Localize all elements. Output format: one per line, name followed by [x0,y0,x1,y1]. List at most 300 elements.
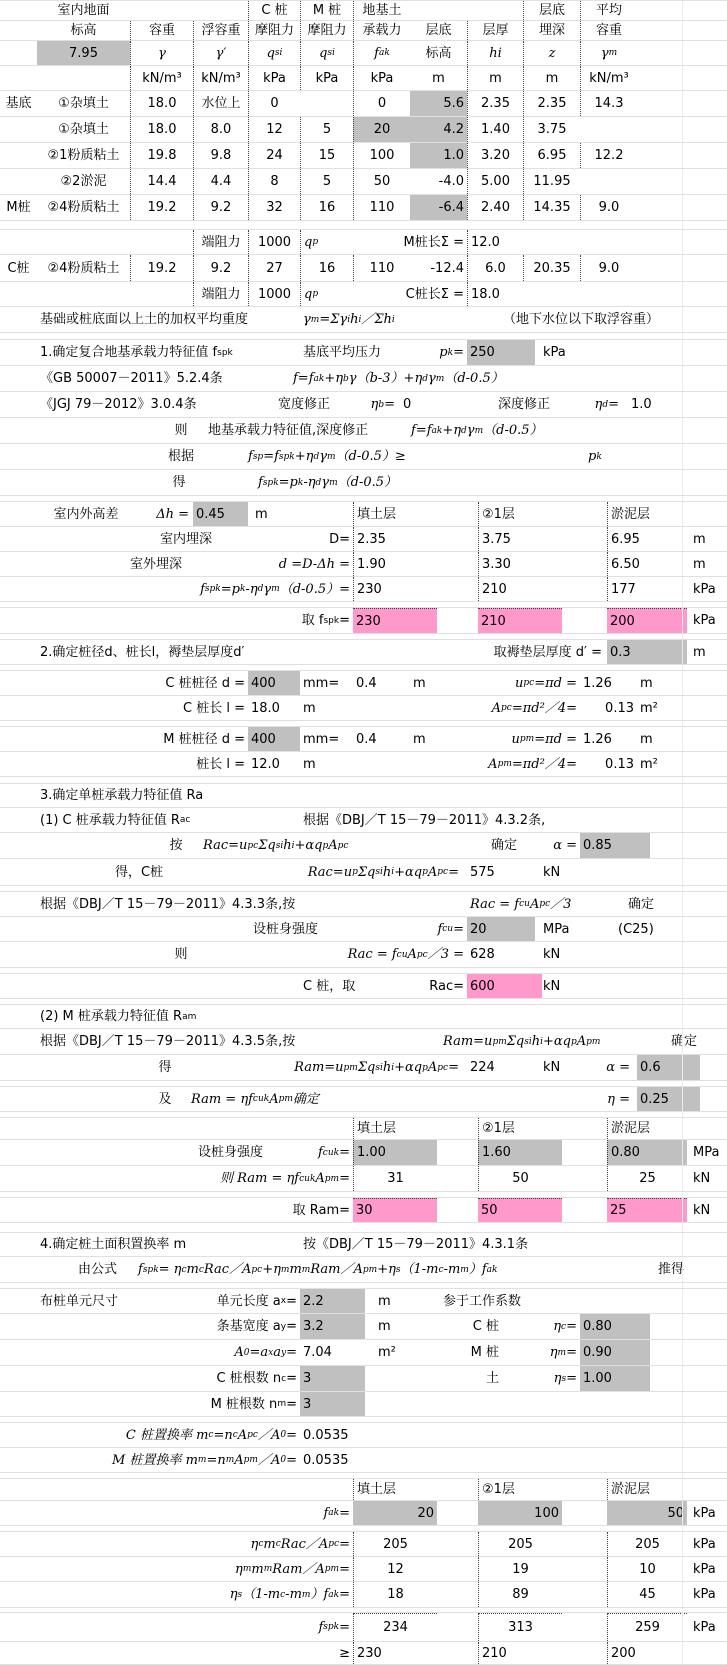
c-pile-tip-row-cell-3: C桩长Σ = [405,286,464,302]
eta-s-input[interactable]: 1.00 [580,1366,650,1391]
layer-header-row-1-cell-1: ②1层 [478,1118,607,1139]
fspk-adopted-2[interactable]: 210 [478,608,562,633]
table-header-1-cell-4: 层底 [523,1,580,20]
eta-m-input[interactable]: 0.90 [580,1340,650,1365]
c-pile-diameter-input[interactable]: 400 [248,671,300,695]
m-pile-tip-row-cell-2: q p [300,230,353,254]
m-pile-diameter-row-cell-2: mm= [303,731,340,747]
c-pile-count-row-cell-0: C 桩根数 n c = [216,1371,297,1386]
eta-input[interactable]: 0.25 [637,1087,700,1111]
section1-title-row [0,340,727,366]
c-pile-count-row-cell-2: 土 [485,1371,499,1386]
height-diff-row-cell-5: ②1层 [478,502,607,526]
rac-strength-result-row-cell-0: 则 [174,947,188,962]
ram-title-row [0,1005,727,1029]
mc-ratio-row-cell-0: C 桩置换率 m c =n c A pc ／A 0 = [125,1427,297,1443]
ram-strength-result-row-cell-1: 31 [353,1166,437,1191]
soil-row-4-cell-2: 4.4 [193,169,248,194]
table-header-symbols-cell-8: z [523,41,580,65]
fcuk-row-cell-5: MPa [693,1145,720,1160]
table-header-symbols-cell-2: γ′ [193,41,248,65]
fspk-total-row-cell-3: 259 [607,1613,687,1641]
gamma-m-note-row [0,307,727,333]
outdoor-depth-row-cell-0: 室外埋深 [129,556,182,572]
fsp-condition-row [0,444,727,470]
soil-row-1 [0,91,727,117]
c-pile-length-row-cell-0: C 桩长 l = [183,700,245,716]
table-header-symbols-cell-4: q si [300,41,353,65]
ram-eta-formula-row-cell-0: 及 [158,1091,172,1107]
layer-header-row-1 [0,1118,727,1140]
c-pile-soil-row-cell-0: C桩 [7,260,30,276]
m-pile-length-row-cell-4: 0.13 [605,756,634,772]
fsp-condition-row-cell-1: f sp =f spk +η d γ m （d-0.5）≥ [248,449,406,464]
table-header-units-cell-6: m [467,66,523,90]
m-pile-diameter-row-cell-7: m [640,731,653,747]
ram-strength-result-row-cell-0: 则 Ram = ηf cuk A pm = [220,1171,350,1186]
table-header-symbols-cell-3: q si [248,41,300,65]
fcu-row [0,917,727,942]
m-pile-count-row-cell-0: M 桩根数 n m = [210,1396,297,1412]
soil-row-5-cell-3: 9.2 [193,195,248,220]
gb-code-row [0,366,727,392]
soil-row-5-cell-7[interactable]: -6.4 [410,195,467,220]
c-pile-diameter-row-cell-4: m [413,675,426,691]
unit-width-row [0,1314,727,1340]
ground-elevation-input[interactable]: 7.95 [37,41,130,65]
replacement-formula-row-cell-0: 由公式 [78,1262,118,1277]
m-pile-length-row-cell-0: 桩长 l = [196,756,245,772]
soil-row-5-cell-10: 9.0 [580,195,637,220]
term1-row-cell-0: η c m c Rac／A pc = [250,1536,350,1552]
fcuk-row-cell-0: 设桩身强度 [198,1145,264,1160]
fcu-row-cell-1: f cu = [437,921,464,937]
unit-length-row-cell-4: 参于工作系数 [443,1293,522,1309]
soil-row-2-cell-2: 8.0 [193,117,248,142]
fspk-calc-row-cell-2: 210 [478,577,562,601]
ram-eta-formula-row-cell-2: η = [607,1091,630,1107]
soil-row-1-cell-3: 水位上 [193,91,248,116]
soil-row-4-cell-0: ②2淤泥 [60,174,107,189]
c-pile-soil-row-cell-8: 6.0 [467,255,523,281]
soil-row-2-cell-4: 5 [300,117,353,142]
soil-row-3-cell-9: 12.2 [580,143,637,168]
jgj-code-row-cell-0: 《JGJ 79－2012》3.0.4条 [40,397,197,412]
term3-row-cell-4: kPa [693,1587,716,1602]
soil-row-2-cell-0: ①杂填土 [58,122,109,137]
ram-adopted-row-cell-0: 取 Ram= [292,1202,350,1218]
table-header-units-cell-4: kPa [353,66,410,90]
section1-title-row-cell-2: p k = [439,345,464,360]
ram-adopted-row [0,1198,727,1223]
c-pile-soil-row-cell-1: ②4粉质粘土 [47,260,120,276]
rac-title-row [0,808,727,833]
soil-row-3-cell-3: 24 [248,143,300,168]
soil-row-1-cell-0: 基底 [5,96,32,111]
c-pile-tip-row-cell-4: 18.0 [467,282,523,306]
soil-row-3-cell-1: 19.8 [130,143,193,168]
unit-area-row-cell-3: M 桩 [470,1345,499,1360]
fspk-adopted-1[interactable]: 230 [353,608,437,633]
fcuk-input-2[interactable]: 1.60 [478,1140,562,1165]
soil-row-3-cell-8: 6.95 [523,143,580,168]
table-header-symbols-cell-7: hi [467,41,523,65]
soil-row-2-cell-7: 1.40 [467,117,523,142]
section4-title-row-cell-1: 按《DBJ／T 15－79－2011》4.3.1条 [303,1237,529,1252]
soil-row-5-cell-9: 14.35 [523,195,580,220]
term1-row-cell-1: 205 [353,1532,437,1556]
mm-ratio-row-cell-0: M 桩置换率 m m =n m A pm ／A 0 = [112,1452,297,1468]
height-diff-row-cell-3: m [255,506,268,522]
soil-row-3-cell-7: 3.20 [467,143,523,168]
jgj-code-row-cell-3: 0 [403,397,412,412]
rac-strength-code-row-cell-2: 确定 [628,896,655,912]
rac-adopted-row [0,974,727,999]
section1-title-row-cell-4: kPa [543,345,566,360]
fspk-check-row-cell-2: 210 [478,1642,562,1664]
outdoor-depth-row-cell-3: 3.30 [478,552,562,576]
ram-code-row-cell-2: 确定 [671,1034,698,1049]
jgj-code-row [0,392,727,418]
term2-row-cell-2: 19 [478,1557,562,1581]
soil-row-3 [0,143,727,169]
fcuk-input-3[interactable]: 0.80 [607,1140,687,1165]
table-header-2-cell-4: 摩阻力 [300,21,353,40]
table-header-symbols-cell-9: γ m [580,41,637,65]
mc-ratio-row-cell-1: 0.0535 [303,1427,349,1443]
soil-row-5-cell-0: M桩 [6,200,31,215]
mm-ratio-row-cell-1: 0.0535 [303,1452,349,1468]
indoor-depth-row [0,527,727,552]
nc-input[interactable]: 3 [300,1366,365,1391]
soil-row-1-cell-6[interactable]: 5.6 [410,91,467,116]
spacer [0,777,727,784]
m-pile-length-row-cell-2: m [303,756,316,772]
fspk-calc-row-cell-3: 177 [607,577,687,601]
ax-input[interactable]: 2.2 [300,1289,365,1313]
indoor-depth-row-cell-1: D= [329,531,350,547]
ram-result-row-cell-2: 224 [470,1060,495,1075]
table-header-2 [0,21,727,41]
term2-row-cell-0: η m m m Ram／A pm = [235,1561,350,1577]
soil-row-2-cell-6[interactable]: 4.2 [410,117,467,142]
height-diff-row-cell-6: 淤泥层 [607,502,690,526]
c-pile-diameter-row-cell-0: C 桩桩径 d = [165,675,245,691]
table-header-2-cell-7: 层厚 [467,21,523,40]
term1-row-cell-4: kPa [693,1536,716,1552]
indoor-depth-row-cell-5: m [693,531,706,547]
term3-row-cell-1: 18 [353,1582,437,1607]
c-pile-soil-row-cell-3: 9.2 [193,255,248,281]
fspk-check-row-cell-3: 200 [607,1642,687,1664]
table-header-symbols-cell-5: f ak [353,41,410,65]
ram-adopted-2[interactable]: 50 [478,1198,562,1222]
fcuk-row-cell-1: f cuk = [317,1145,350,1160]
unit-length-row-cell-1: 单元长度 a x = [216,1293,297,1309]
jgj-code-row-cell-4: 深度修正 [498,397,551,412]
ram-code-row-cell-0: 根据《DBJ／T 15－79－2011》4.3.5条,按 [40,1034,296,1049]
table-header-2-cell-8: 埋深 [523,21,580,40]
table-header-2-cell-3: 摩阻力 [248,21,300,40]
fspk-calc-row-cell-4: kPa [693,581,716,597]
fcu-row-cell-0: 设桩身强度 [253,921,319,937]
ram-result-row-cell-1: Ram=u pm Σq si h i +αq p A pc = [294,1060,459,1075]
section4-title: 4.确定桩土面积置换率 m [40,1237,187,1252]
term2-row-cell-1: 12 [353,1557,437,1581]
m-pile-diameter-row-cell-3: 0.4 [356,731,377,747]
table-header-2-cell-2: 浮容重 [193,21,248,40]
table-header-units-cell-2: kPa [248,66,300,90]
rac-strength-result-row-cell-2: 628 [470,947,495,962]
table-header-units-cell-3: kPa [300,66,353,90]
c-pile-length-row-cell-4: 0.13 [605,700,634,716]
soil-row-1-cell-9: 14.3 [580,91,637,116]
soil-row-3-cell-0: ②1粉质粘土 [47,148,120,163]
m-pile-count-row [0,1392,727,1417]
soil-row-2-cell-8: 3.75 [523,117,580,142]
soil-row-4-cell-1: 14.4 [130,169,193,194]
ram-result-row-cell-3: kN [543,1060,561,1075]
rac-strength-code-row-cell-0: 根据《DBJ／T 15－79－2011》4.3.3条,按 [40,896,296,912]
rac-adopted[interactable]: 600 [467,974,542,998]
rac-formula-row-cell-1: Rac=u pc Σq si h i +αq p A pc [203,838,349,853]
c-pile-diameter-row-cell-6: 1.26 [583,675,612,691]
c-pile-soil-row-cell-7: -12.4 [430,260,464,276]
soil-row-1-cell-5: 0 [353,91,410,116]
outdoor-depth-row-cell-1: d =D-Δh = [278,556,350,572]
term3-row-cell-2: 89 [478,1582,562,1607]
section2-title-row-cell-1: 取褥垫层厚度 d′ = [493,644,602,660]
soil-row-1-cell-8: 2.35 [523,91,580,116]
c-pile-length-row-cell-2: m [303,700,316,716]
replacement-formula-row-cell-2: 推得 [658,1262,685,1277]
fspk-calc-row-cell-1: 230 [353,577,437,601]
depth-correction-row-cell-0: 则 [174,423,188,438]
fcu-row-cell-3: MPa [543,921,570,937]
fak-row [0,1501,727,1526]
fspk-adopted-row-cell-0: 取 f spk = [301,613,350,628]
m-pile-tip-row-cell-3: M桩长Σ = [403,234,464,250]
section2-title-row [0,640,727,665]
c-pile-tip-row-cell-2: q p [300,282,353,306]
table-header-symbols-cell-1: γ [130,41,193,65]
table-header-symbols [0,41,727,66]
c-pile-soil-row-cell-6: 110 [353,255,410,281]
ram-code-row [0,1029,727,1055]
table-header-units-cell-0: kN/m³ [130,66,193,90]
layer-header-row-2-cell-0: 填土层 [353,1479,478,1500]
ram-code-row-cell-1: Ram=u pm Σq si h i +αq p A pm [443,1034,601,1049]
term2-row-cell-4: kPa [693,1561,716,1577]
jgj-code-row-cell-1: 宽度修正 [278,397,331,412]
soil-row-3-cell-5: 100 [353,143,410,168]
fspk-check-row-cell-1: 230 [353,1642,437,1664]
term2-row-cell-3: 10 [607,1557,687,1581]
ram-eta-formula-row [0,1087,727,1112]
term2-row [0,1557,727,1582]
rac-strength-result-row-cell-1: Rac = f cu A pc ／3 = [347,947,464,962]
height-diff-row-cell-0: 室内外高差 [53,506,119,522]
soil-row-1-cell-1: ①杂填土 [58,96,109,111]
m-pile-length-row-cell-1: 12.0 [251,756,280,772]
cushion-thickness-input[interactable]: 0.3 [607,640,687,664]
c-pile-soil-row-cell-10: 9.0 [580,255,637,281]
nm-input[interactable]: 3 [300,1392,365,1416]
m-pile-tip-row-cell-0: 端阻力 [193,230,248,254]
table-header-symbols-cell-6: 标高 [425,45,452,61]
soil-row-5-cell-1: ②4粉质粘土 [47,200,120,215]
fspk-check-row-cell-0: ≥ [339,1645,350,1661]
ram-adopted-3[interactable]: 25 [607,1198,687,1222]
soil-row-4-cell-3: 8 [248,169,300,194]
ram-strength-result-row-cell-3: 25 [607,1166,687,1191]
fspk-total-row-cell-2: 313 [478,1613,562,1641]
section1-title-row-cell-1: 基底平均压力 [303,345,382,360]
fak-input-1[interactable]: 20 [353,1501,437,1525]
rac-strength-code-row-cell-1: Rac = f cu A pc ／3 [470,896,572,912]
ram-result-row [0,1055,727,1081]
c-pile-diameter-row-cell-3: 0.4 [356,675,377,691]
table-header-2-cell-1: 容重 [130,21,193,40]
fcuk-input-1[interactable]: 1.00 [353,1140,437,1165]
section4-title-row [0,1233,727,1257]
ay-input[interactable]: 3.2 [300,1314,365,1339]
table-header-1-cell-0: 室内地面 [57,3,110,18]
ram-strength-result-row-cell-2: 50 [478,1166,562,1191]
fsp-condition-row-cell-2: p k [588,449,602,464]
term1-row [0,1532,727,1557]
soil-row-3-cell-2: 9.8 [193,143,248,168]
fspk-calc-row [0,577,727,602]
section3-title: 3.确定单桩承载力特征值 Ra [40,788,204,803]
table-header-2-cell-5: 承载力 [353,21,410,40]
m-pile-diameter-row-cell-5: u pm =πd = [511,731,577,747]
soil-row-3-cell-4: 15 [300,143,353,168]
jgj-code-row-cell-6: 1.0 [631,397,652,412]
fspk-total-row-cell-4: kPa [693,1619,716,1635]
table-header-units-cell-7: m [523,66,580,90]
ram-eta-formula-row-cell-1: Ram = ηf cuk A pm 确定 [191,1091,319,1107]
ram-adopted-row-cell-4: kN [693,1202,711,1218]
m-pile-diameter-input[interactable]: 400 [248,727,300,751]
m-pile-diameter-row [0,727,727,752]
c-pile-length-row-cell-3: A pc =πd²／4= [491,700,577,716]
fspk-adopted-3[interactable]: 200 [607,608,687,633]
soil-row-1-cell-2: 18.0 [130,91,193,116]
unit-area-row-cell-2: m² [378,1345,396,1360]
rac-result-row-cell-0: 得，C桩 [115,864,164,880]
table-header-units [0,66,727,91]
fak-input-2[interactable]: 100 [478,1501,562,1525]
soil-row-1-cell-7: 2.35 [467,91,523,116]
layer-header-row-2-cell-2: 淤泥层 [607,1479,690,1500]
soil-row-4-cell-5: 50 [353,169,410,194]
soil-row-5-cell-4: 32 [248,195,300,220]
fspk-derive-row-cell-1: f spk =p k -η d γ m （d-0.5） [258,475,398,490]
table-header-1-cell-1: C 桩 [248,1,300,20]
c-pile-tip-row-cell-1: 1000 [248,282,300,306]
term1-row-cell-3: 205 [607,1532,687,1556]
depth-correction-row-cell-2: f=f ak +η d γ m （d-0.5） [411,423,543,438]
indoor-depth-row-cell-0: 室内埋深 [159,531,212,547]
section2-title-row-cell-3: m [693,644,706,660]
table-header-1-cell-5: 平均 [580,1,637,20]
fspk-calc-row-cell-0: f spk =p k -η d γ m （d-0.5）= [200,581,350,597]
m-pile-diameter-row-cell-6: 1.26 [583,731,612,747]
m-pile-diameter-row-cell-4: m [413,731,426,747]
rac-strength-result-row [0,942,727,968]
ram-title-row-cell-0: (2) M 桩承载力特征值 R am [40,1009,197,1024]
m-pile-length-row-cell-3: A pm =πd²／4= [488,756,577,772]
alpha-m-input[interactable]: 0.6 [637,1055,700,1080]
eta-c-input[interactable]: 0.80 [580,1314,650,1339]
indoor-depth-row-cell-4: 6.95 [607,527,687,551]
soil-row-2-cell-5[interactable]: 20 [353,117,410,142]
rac-result-row-cell-3: kN [543,864,561,880]
height-diff-input[interactable]: 0.45 [193,502,248,526]
soil-row-5-cell-6: 110 [353,195,410,220]
ram-strength-result-row-cell-4: kN [693,1171,711,1186]
soil-row-4-cell-7: 5.00 [467,169,523,194]
outdoor-depth-row-cell-4: 6.50 [607,552,687,576]
fspk-adopted-row-cell-4: kPa [693,613,716,628]
soil-row-2 [0,117,727,143]
height-diff-row-cell-4: 填土层 [353,502,478,526]
table-header-units-cell-1: kN/m³ [193,66,248,90]
soil-row-3-cell-6[interactable]: 1.0 [410,143,467,168]
c-pile-diameter-row-cell-7: m [640,675,653,691]
c-pile-diameter-row-cell-5: u pc =πd = [515,675,577,691]
c-pile-soil-row-cell-4: 27 [248,255,300,281]
soil-row-4-cell-8: 11.95 [523,169,580,194]
ram-adopted-1[interactable]: 30 [353,1198,437,1222]
unit-length-row [0,1289,727,1314]
unit-area-row [0,1340,727,1366]
alpha-c-input[interactable]: 0.85 [580,833,650,858]
layer-header-row-2-cell-1: ②1层 [478,1479,607,1500]
fcuk-row [0,1140,727,1166]
rac-adopted-row-cell-0: C 桩，取 [303,978,356,994]
rac-formula-row [0,833,727,859]
unit-width-row-cell-0: 条基宽度 a y = [216,1319,297,1334]
rac-formula-row-cell-3: α = [553,838,577,853]
fspk-total-row [0,1613,727,1642]
indoor-depth-row-cell-2: 2.35 [353,527,437,551]
rac-result-row-cell-2: 575 [470,864,495,880]
fspk-derive-row-cell-0: 得 [172,475,186,490]
c-pile-soil-row-cell-5: 16 [300,255,353,281]
term1-row-cell-2: 205 [478,1532,562,1556]
rac-title-row-cell-0: (1) C 桩承载力特征值 R ac [40,812,191,828]
fak-input-3[interactable]: 50 [607,1501,687,1525]
height-diff-row [0,502,727,527]
unit-area-row-cell-1: 7.04 [303,1345,332,1360]
pk-input[interactable]: 250 [467,340,535,365]
c-pile-count-row [0,1366,727,1392]
spacer [0,221,727,230]
c-pile-tip-row [0,282,727,307]
fcu-input[interactable]: 20 [467,917,535,941]
table-header-2-cell-6: 层底 [425,23,452,38]
replacement-formula-row [0,1257,727,1283]
outdoor-depth-row-cell-5: m [693,556,706,572]
gb-code-row-cell-1: f=f ak +η b γ（b-3）+η d γ m （d-0.5） [293,371,504,386]
c-pile-tip-row-cell-0: 端阻力 [193,282,248,306]
rac-formula-row-cell-0: 按 [169,838,183,853]
rac-result-row-cell-1: Rac=u p Σq si h i +αq p A pc = [307,864,459,880]
indoor-depth-row-cell-3: 3.75 [478,527,562,551]
c-pile-length-row [0,696,727,721]
